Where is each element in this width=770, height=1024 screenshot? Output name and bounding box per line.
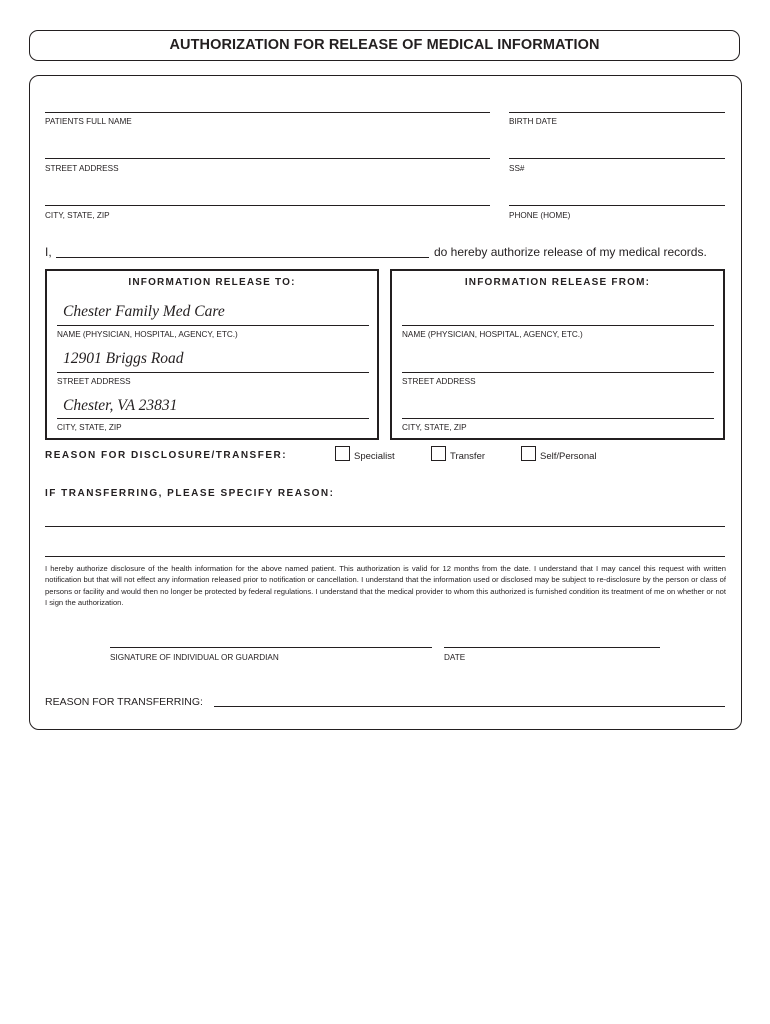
birth-date-label: BIRTH DATE: [509, 117, 557, 126]
form-title: AUTHORIZATION FOR RELEASE OF MEDICAL INFORMATION: [29, 30, 740, 61]
city-state-zip-label: CITY, STATE, ZIP: [45, 211, 110, 220]
release-to-box: [45, 269, 379, 440]
release-to-city-label: CITY, STATE, ZIP: [57, 423, 122, 432]
ss-field[interactable]: [509, 158, 725, 159]
reason-heading: REASON FOR DISCLOSURE/TRANSFER:: [45, 450, 288, 461]
date-field[interactable]: [444, 647, 660, 648]
release-from-name-field[interactable]: [402, 325, 714, 326]
transfer-checkbox[interactable]: [431, 446, 446, 461]
release-to-name-value[interactable]: Chester Family Med Care: [63, 303, 225, 320]
signature-label: SIGNATURE OF INDIVIDUAL OR GUARDIAN: [110, 653, 279, 662]
release-to-street-line: [57, 372, 369, 373]
reason-for-transferring-field[interactable]: [214, 706, 725, 707]
release-from-street-label: STREET ADDRESS: [402, 377, 476, 386]
transfer-reason-heading: IF TRANSFERRING, PLEASE SPECIFY REASON:: [45, 488, 335, 499]
specialist-label: Specialist: [354, 451, 395, 462]
birth-date-field[interactable]: [509, 112, 725, 113]
signature-field[interactable]: [110, 647, 432, 648]
release-from-city-label: CITY, STATE, ZIP: [402, 423, 467, 432]
release-to-name-label: NAME (PHYSICIAN, HOSPITAL, AGENCY, ETC.): [57, 330, 238, 339]
authorization-suffix: do hereby authorize release of my medical records.: [434, 245, 707, 259]
patient-name-label: PATIENTS FULL NAME: [45, 117, 132, 126]
transfer-label: Transfer: [450, 451, 486, 462]
release-from-name-label: NAME (PHYSICIAN, HOSPITAL, AGENCY, ETC.): [402, 330, 583, 339]
release-to-city-value[interactable]: Chester, VA 23831: [63, 397, 178, 414]
street-address-label: STREET ADDRESS: [45, 164, 119, 173]
release-from-city-field[interactable]: [402, 418, 714, 419]
release-from-box: [390, 269, 725, 440]
transfer-reason-field-2[interactable]: [45, 556, 725, 557]
ss-label: SS#: [509, 164, 525, 173]
release-to-heading: INFORMATION RELEASE TO:: [128, 277, 296, 288]
release-to-street-value[interactable]: 12901 Briggs Road: [63, 350, 184, 367]
self-personal-label: Self/Personal: [540, 451, 597, 462]
reason-for-transferring-label: REASON FOR TRANSFERRING:: [45, 696, 203, 708]
release-from-street-field[interactable]: [402, 372, 714, 373]
authorizing-person-field[interactable]: [56, 257, 429, 258]
specialist-checkbox[interactable]: [335, 446, 350, 461]
patient-name-field[interactable]: [45, 112, 490, 113]
street-address-field[interactable]: [45, 158, 490, 159]
phone-field[interactable]: [509, 205, 725, 206]
release-to-street-label: STREET ADDRESS: [57, 377, 131, 386]
city-state-zip-field[interactable]: [45, 205, 490, 206]
authorization-prefix: I,: [45, 245, 52, 259]
release-to-name-line: [57, 325, 369, 326]
transfer-reason-field-1[interactable]: [45, 526, 725, 527]
release-to-city-line: [57, 418, 369, 419]
self-personal-checkbox[interactable]: [521, 446, 536, 461]
release-from-heading: INFORMATION RELEASE FROM:: [464, 277, 651, 288]
date-label: DATE: [444, 653, 466, 662]
phone-label: PHONE (HOME): [509, 211, 571, 220]
disclosure-paragraph: I hereby authorize disclosure of the health information for the above named patient. This authorization is valid for 12 months from the date. I understand that I may cancel this request with written notification but that will not effect any information released prior to notification or cancellation. I understand that the information used or disclosed may be subject to re-disclosure by the person or class of persons or facility and would then no longer be protected by federal regulations. I understand that the medical provider to whom this authorized is furnished condition its treatment of me on whether or not I sign the authorization.: [45, 564, 726, 608]
